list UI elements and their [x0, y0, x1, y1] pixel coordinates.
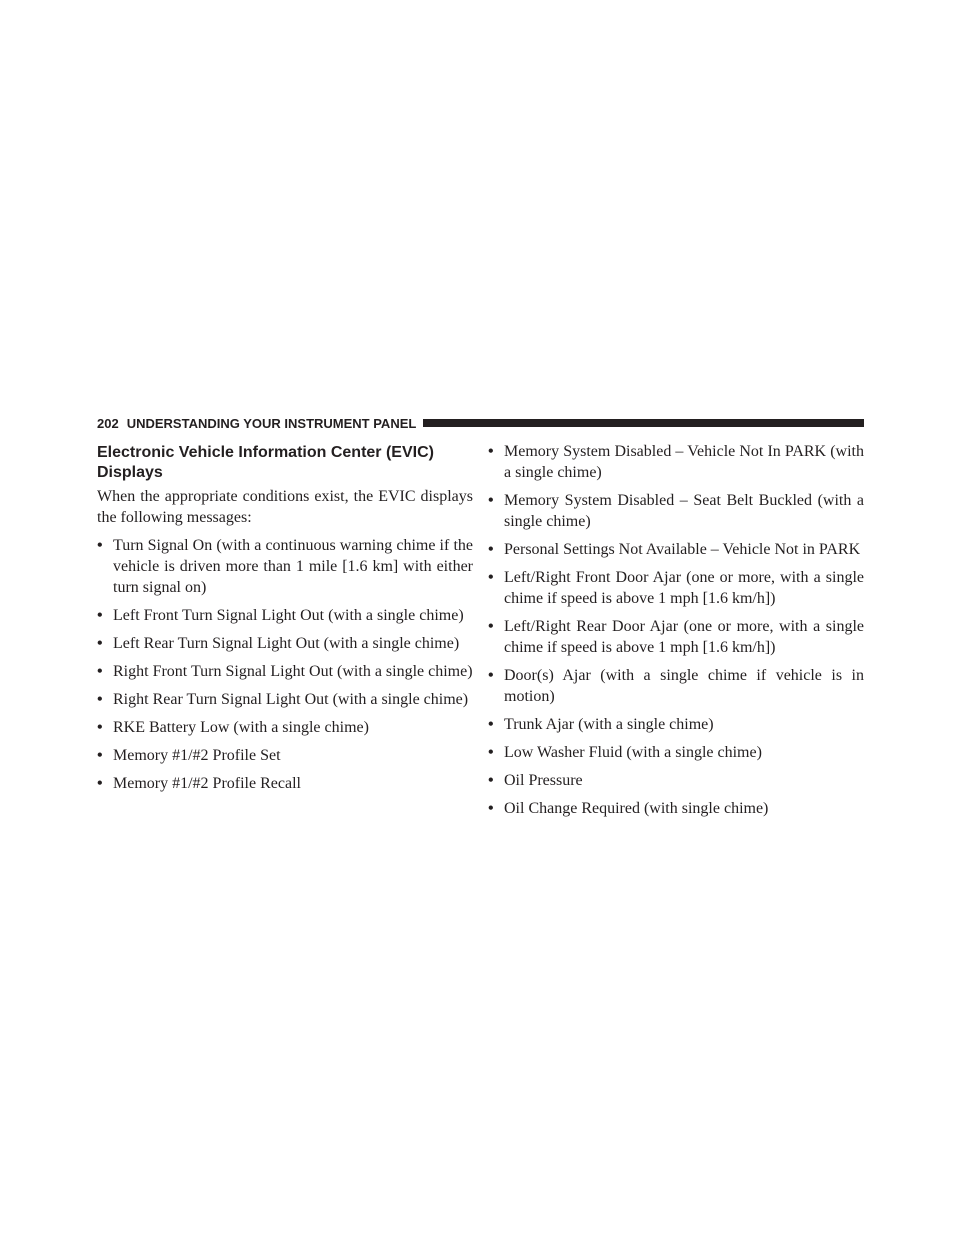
list-item-text: Memory #1/#2 Profile Recall	[113, 775, 301, 792]
bullet-icon: •	[488, 443, 494, 460]
list-item-text: Left Rear Turn Signal Light Out (with a single chime)	[113, 635, 460, 652]
bullet-icon: •	[488, 744, 494, 761]
list-item	[488, 490, 864, 532]
list-item	[488, 665, 864, 707]
list-item-text: Memory #1/#2 Profile Set	[113, 747, 281, 764]
bullet-icon: •	[97, 775, 103, 792]
header-rule	[423, 419, 864, 427]
page-header	[97, 416, 864, 430]
right-column	[488, 441, 864, 826]
left-column	[97, 441, 473, 801]
list-item-text: Left Front Turn Signal Light Out (with a single chime)	[113, 607, 464, 624]
bullet-icon: •	[97, 663, 103, 680]
list-item-text: Left/Right Rear Door Ajar (one or more, with a single chime if speed is above 1 mph [1.6 km/h])	[504, 618, 864, 656]
bullet-icon: •	[488, 772, 494, 789]
list-item-text: Low Washer Fluid (with a single chime)	[504, 744, 762, 761]
list-item-text: RKE Battery Low (with a single chime)	[113, 719, 369, 736]
list-item	[97, 605, 473, 626]
list-item-text: Left/Right Front Door Ajar (one or more, with a single chime if speed is above 1 mph [1.6 km/h])	[504, 569, 864, 607]
list-item	[488, 770, 864, 791]
section-title: UNDERSTANDING YOUR INSTRUMENT PANEL	[126, 415, 417, 431]
page-number: 202	[97, 415, 119, 431]
list-item	[488, 742, 864, 763]
list-item-text: Trunk Ajar (with a single chime)	[504, 716, 714, 733]
list-item	[97, 689, 473, 710]
bullet-icon: •	[97, 537, 103, 554]
list-item	[488, 798, 864, 819]
bullet-icon: •	[488, 541, 494, 558]
list-item	[488, 441, 864, 483]
list-item	[488, 616, 864, 658]
list-item	[97, 773, 473, 794]
list-item-text: Memory System Disabled – Vehicle Not In PARK (with a single chime)	[504, 443, 864, 481]
list-item	[97, 535, 473, 598]
bullet-icon: •	[97, 635, 103, 652]
message-list-left	[97, 535, 473, 794]
list-item-text: Door(s) Ajar (with a single chime if vehicle is in motion)	[504, 667, 864, 705]
list-item	[97, 661, 473, 682]
list-item-text: Personal Settings Not Available – Vehicle Not in PARK	[504, 541, 861, 558]
bullet-icon: •	[488, 800, 494, 817]
bullet-icon: •	[97, 719, 103, 736]
bullet-icon: •	[97, 607, 103, 624]
message-list-right	[488, 441, 864, 819]
list-item	[97, 633, 473, 654]
bullet-icon: •	[488, 618, 494, 635]
list-item	[488, 567, 864, 609]
list-item-text: Memory System Disabled – Seat Belt Buckled (with a single chime)	[504, 492, 864, 530]
bullet-icon: •	[488, 716, 494, 733]
list-item-text: Right Rear Turn Signal Light Out (with a single chime)	[113, 691, 469, 708]
bullet-icon: •	[97, 747, 103, 764]
list-item-text: Oil Pressure	[504, 772, 583, 789]
section-heading: Electronic Vehicle Information Center (EVIC) Displays	[97, 444, 434, 481]
bullet-icon: •	[97, 691, 103, 708]
list-item-text: Oil Change Required (with single chime)	[504, 800, 769, 817]
bullet-icon: •	[488, 492, 494, 509]
list-item	[97, 745, 473, 766]
bullet-icon: •	[488, 569, 494, 586]
list-item	[97, 717, 473, 738]
list-item	[488, 714, 864, 735]
bullet-icon: •	[488, 667, 494, 684]
list-item-text: Turn Signal On (with a continuous warning chime if the vehicle is driven more than 1 mile [1.6 km] with either turn signal on)	[113, 537, 473, 596]
list-item-text: Right Front Turn Signal Light Out (with a single chime)	[113, 663, 473, 680]
list-item	[488, 539, 864, 560]
intro-paragraph: When the appropriate conditions exist, the EVIC displays the following messages:	[97, 488, 473, 526]
